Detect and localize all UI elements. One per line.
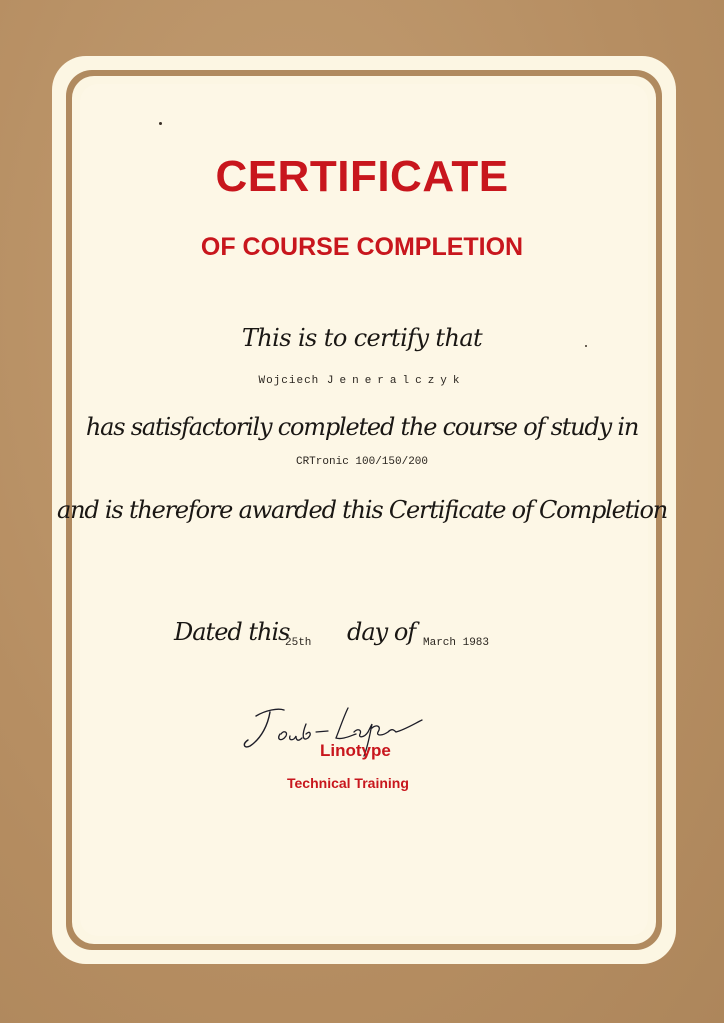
course-name: CRTronic 100/150/200 <box>295 456 429 468</box>
completion-statement: has satisfactorily completed the course of study in <box>85 413 639 441</box>
certify-statement: This is to certify that <box>241 324 483 352</box>
date-month-year: March 1983 <box>423 637 490 649</box>
date-day: 25th <box>285 637 312 649</box>
award-statement: and is therefore awarded this Certificate of Completion <box>56 496 668 524</box>
recipient-name <box>0 375 724 387</box>
recipient-last-name: Jeneralczyk <box>326 375 466 387</box>
organization-name: Linotype <box>320 741 391 760</box>
recipient-first-name: Wojciech <box>258 375 320 387</box>
paper-speck <box>159 122 162 125</box>
day-of-label: day of <box>347 618 416 646</box>
certificate-subtitle: OF COURSE COMPLETION <box>200 233 524 261</box>
dated-label: Dated this <box>174 618 290 646</box>
department-name: Technical Training <box>287 775 409 791</box>
certificate-title: CERTIFICATE <box>215 152 509 201</box>
